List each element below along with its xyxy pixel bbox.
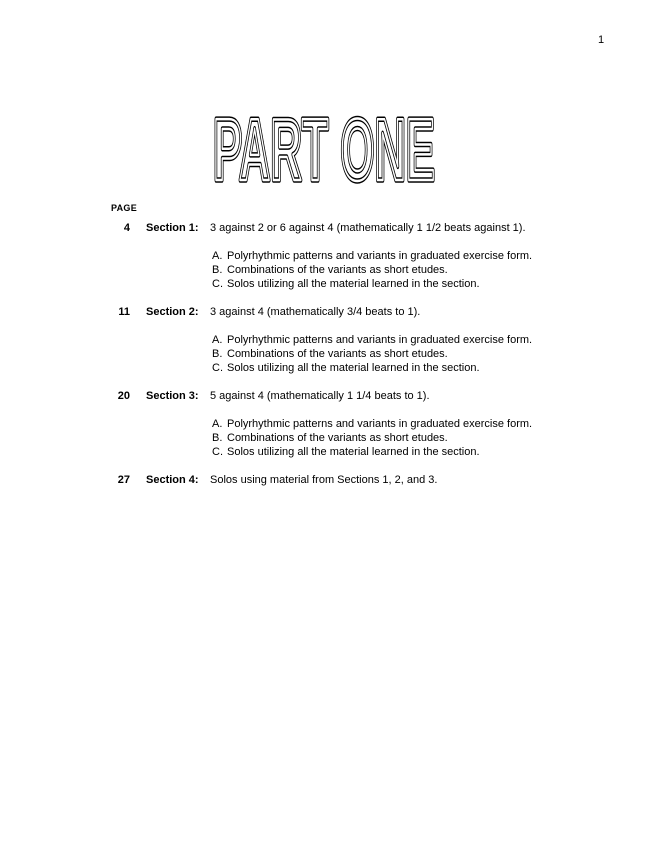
- section-items: [212, 333, 532, 375]
- item-letter: B.: [212, 432, 223, 444]
- list-item: [212, 361, 532, 375]
- section-label: Section 1:: [146, 222, 199, 234]
- section-description: 5 against 4 (mathematically 1 1/4 beats to 1).: [210, 390, 430, 402]
- item-text: Polyrhythmic patterns and variants in graduated exercise form.: [227, 250, 533, 262]
- page-number: 1: [598, 34, 605, 46]
- section-description: 3 against 4 (mathematically 3/4 beats to 1).: [210, 306, 421, 318]
- section-description: 3 against 2 or 6 against 4 (mathematically 1 1/2 beats against 1).: [210, 222, 526, 234]
- section-label: Section 4:: [146, 474, 199, 486]
- section-description: Solos using material from Sections 1, 2, and 3.: [210, 474, 438, 486]
- item-text: Polyrhythmic patterns and variants in graduated exercise form.: [227, 334, 533, 346]
- part-title-inner: PART ONE: [213, 100, 435, 190]
- item-letter: A.: [212, 334, 223, 346]
- item-text: Combinations of the variants as short etudes.: [227, 432, 448, 444]
- section-items: [212, 249, 532, 291]
- item-letter: C.: [212, 362, 223, 374]
- page-column-header: PAGE: [111, 203, 138, 213]
- list-item: [212, 263, 532, 277]
- item-text: Combinations of the variants as short etudes.: [227, 264, 448, 276]
- section-page-number: 11: [118, 306, 130, 318]
- item-text: Solos utilizing all the material learned in the section.: [227, 278, 480, 290]
- list-item: [212, 417, 532, 431]
- item-letter: C.: [212, 446, 223, 458]
- item-letter: B.: [212, 264, 223, 276]
- list-item: [212, 445, 532, 459]
- list-item: [212, 347, 532, 361]
- list-item: [212, 431, 532, 445]
- part-title-outer: PART ONE: [213, 100, 435, 190]
- section-label: Section 3:: [146, 390, 199, 402]
- list-item: [212, 249, 532, 263]
- item-text: Combinations of the variants as short etudes.: [227, 348, 448, 360]
- section-page-number: 27: [117, 474, 130, 486]
- section-items: [212, 417, 532, 459]
- section-page-number: 4: [123, 222, 130, 234]
- item-letter: A.: [212, 250, 223, 262]
- item-letter: C.: [212, 278, 223, 290]
- list-item: [212, 333, 532, 347]
- item-text: Solos utilizing all the material learned in the section.: [227, 362, 480, 374]
- item-letter: A.: [212, 418, 223, 430]
- item-letter: B.: [212, 348, 223, 360]
- item-text: Solos utilizing all the material learned in the section.: [227, 446, 480, 458]
- section-page-number: 20: [117, 390, 130, 402]
- list-item: [212, 277, 532, 291]
- item-text: Polyrhythmic patterns and variants in graduated exercise form.: [227, 418, 533, 430]
- section-label: Section 2:: [146, 306, 199, 318]
